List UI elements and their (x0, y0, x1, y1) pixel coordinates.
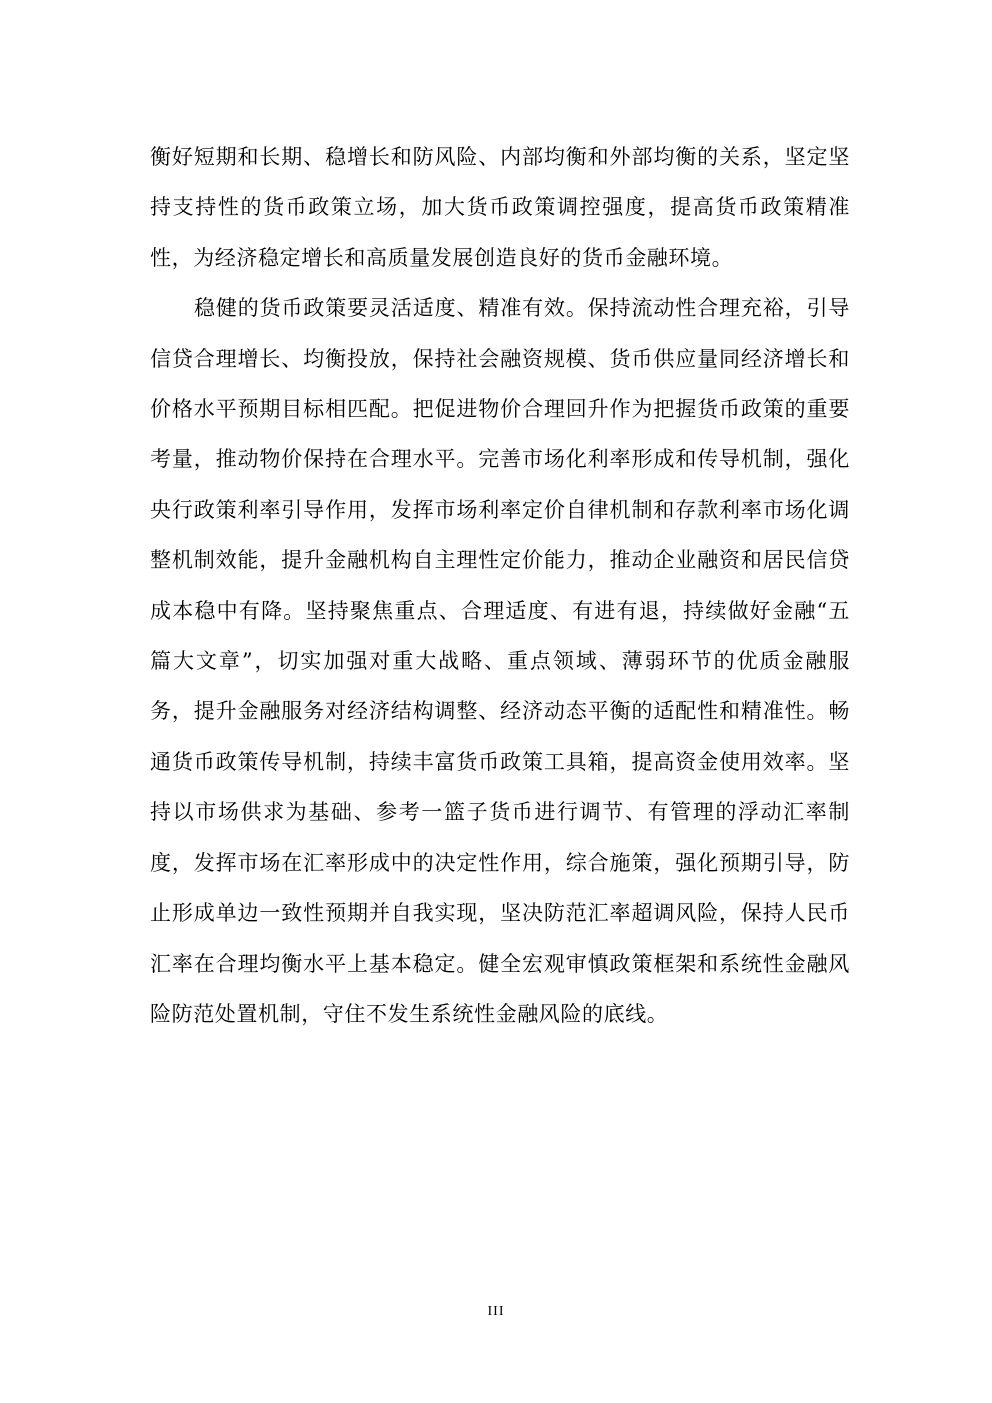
paragraph-monetary-policy: 稳健的货币政策要灵活适度、精准有效。保持流动性合理充裕，引导信贷合理增长、均衡投放，保持社会融资规模、货币供应量同经济增长和价格水平预期目标相匹配。把促进物价合理回升作为把握货币政策的重要考量，推动物价保持在合理水平。完善市场化利率形成和传导机制，强化央行政策利率引导作用，发挥市场利率定价自律机制和存款利率市场化调整机制效能，提升金融机构自主理性定价能力，推动企业融资和居民信贷成本稳中有降。坚持聚焦重点、合理适度、有进有退，持续做好金融“五篇大文章”，切实加强对重大战略、重点领域、薄弱环节的优质金融服务，提升金融服务对经济结构调整、经济动态平衡的适配性和精准性。畅通货币政策传导机制，持续丰富货币政策工具箱，提高资金使用效率。坚持以市场供求为基础、参考一篮子货币进行调节、有管理的浮动汇率制度，发挥市场在汇率形成中的决定性作用，综合施策，强化预期引导，防止形成单边一致性预期并自我实现，坚决防范汇率超调风险，保持人民币汇率在合理均衡水平上基本稳定。健全宏观审慎政策框架和系统性金融风险防范处置机制，守住不发生系统性金融风险的底线。 (150, 296, 850, 1026)
paragraph-continued: 衡好短期和长期、稳增长和防风险、内部均衡和外部均衡的关系，坚定坚持支持性的货币政策立场，加大货币政策调控强度，提高货币政策精准性，为经济稳定增长和高质量发展创造良好的货币金融环境。 (150, 145, 850, 270)
body-text (150, 132, 850, 1039)
page-number: III (487, 1304, 505, 1319)
